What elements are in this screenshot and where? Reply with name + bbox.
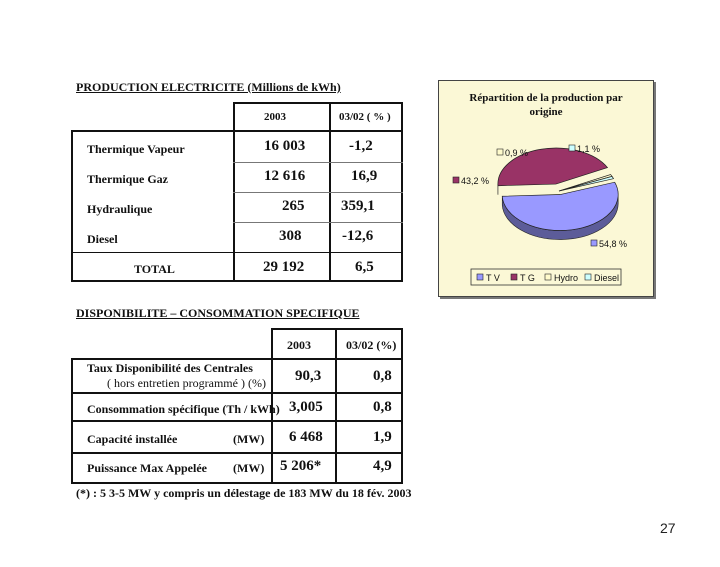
- dispo-row-label: Taux Disponibilité des Centrales: [87, 361, 253, 375]
- pie-chart: [439, 81, 653, 296]
- production-table: [71, 102, 403, 284]
- dispo-row-var: 0,8: [373, 368, 392, 384]
- dispo-row-label: Capacité installée: [87, 432, 178, 446]
- production-row-var: -12,6: [342, 228, 374, 244]
- production-row-label: Hydraulique: [87, 202, 153, 216]
- dispo-col-year: 2003: [287, 338, 311, 352]
- dispo-row-value: 5 206*: [280, 458, 322, 474]
- production-row-value: 12 616: [264, 168, 306, 184]
- legend-label: Diesel: [594, 273, 620, 283]
- production-row-value: 16 003: [264, 138, 306, 154]
- legend-swatch: [545, 274, 551, 280]
- chart-title-line1: Répartition de la production par: [469, 92, 623, 104]
- production-row-label: Thermique Vapeur: [87, 142, 185, 156]
- pie-value-label: 0,9 %: [505, 148, 529, 158]
- dispo-row-unit: (MW): [233, 461, 265, 475]
- dispo-row-value: 6 468: [289, 429, 323, 445]
- legend-swatch: [585, 274, 591, 280]
- production-row-label: Thermique Gaz: [87, 172, 168, 186]
- production-heading: PRODUCTION ELECTRICITE (Millions de kWh): [76, 80, 341, 94]
- pie-label-swatch: [569, 145, 575, 151]
- footnote: (*) : 5 3-5 MW y compris un délestage de 183 MW du 18 fév. 2003: [76, 486, 412, 500]
- production-row-var: 359,1: [341, 198, 375, 214]
- legend-label: T G: [520, 273, 535, 283]
- dispo-row-label: Puissance Max Appelée: [87, 461, 207, 475]
- production-total-label: TOTAL: [134, 262, 175, 276]
- pie-label-swatch: [497, 149, 503, 155]
- legend-swatch: [511, 274, 517, 280]
- production-row-value: 265: [282, 198, 305, 214]
- chart-title-line2: origine: [529, 106, 563, 118]
- legend-swatch: [477, 274, 483, 280]
- legend-label: Hydro: [554, 273, 579, 283]
- production-col-year: 2003: [264, 111, 286, 123]
- production-row-label: Diesel: [87, 232, 118, 246]
- dispo-row-value: 3,005: [289, 399, 323, 415]
- pie-value-label: 43,2 %: [461, 176, 490, 186]
- dispo-row-value: 90,3: [295, 368, 322, 384]
- dispo-row-sublabel: ( hors entretien programmé ) (%): [107, 376, 266, 390]
- dispo-row-var: 0,8: [373, 399, 392, 415]
- production-total-var: 6,5: [355, 259, 374, 275]
- disponibilite-heading: DISPONIBILITE – CONSOMMATION SPECIFIQUE: [76, 306, 360, 320]
- pie-label-swatch: [591, 240, 597, 246]
- dispo-col-var: 03/02 (%): [346, 338, 397, 352]
- dispo-row-var: 4,9: [373, 458, 392, 474]
- production-col-var: 03/02 ( % ): [339, 111, 391, 123]
- dispo-row-unit: (MW): [233, 432, 265, 446]
- production-total-value: 29 192: [263, 259, 305, 275]
- pie-value-label: 1,1 %: [577, 144, 601, 154]
- legend-label: T V: [486, 273, 500, 283]
- pie-label-swatch: [453, 177, 459, 183]
- production-row-var: 16,9: [351, 168, 378, 184]
- pie-chart-panel: [438, 80, 654, 297]
- production-row-value: 308: [279, 228, 302, 244]
- production-row-var: -1,2: [349, 138, 373, 154]
- disponibilite-table: [71, 328, 403, 484]
- dispo-row-label: Consommation spécifique (Th / kWh): [87, 402, 280, 416]
- page-number: 27: [660, 520, 676, 536]
- dispo-row-var: 1,9: [373, 429, 392, 445]
- pie-value-label: 54,8 %: [599, 239, 628, 249]
